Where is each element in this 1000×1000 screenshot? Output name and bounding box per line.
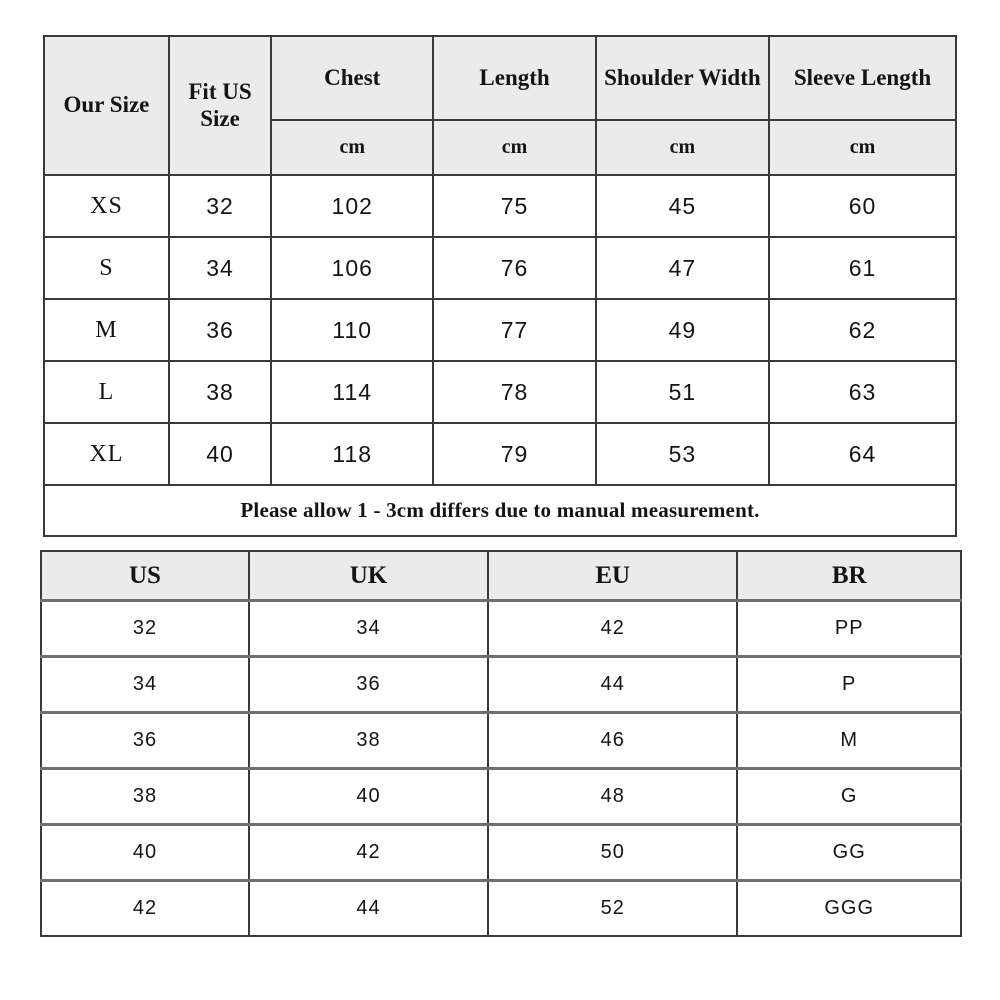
conversion-row	[41, 881, 961, 937]
conv-cell: 40	[41, 825, 249, 881]
size-table-header-row	[44, 36, 956, 120]
conv-cell: 36	[249, 657, 488, 713]
size-cell: 40	[169, 423, 271, 485]
size-cell: 53	[596, 423, 769, 485]
col-header-chest: Chest	[271, 36, 433, 120]
conv-cell: 34	[249, 601, 488, 657]
col-header-br: BR	[737, 551, 961, 601]
conv-cell: GG	[737, 825, 961, 881]
size-cell: 60	[769, 175, 956, 237]
conv-cell: 42	[488, 601, 737, 657]
size-cell: 62	[769, 299, 956, 361]
conv-cell: M	[737, 713, 961, 769]
size-cell: 38	[169, 361, 271, 423]
size-row-m	[44, 299, 956, 361]
conv-cell: 50	[488, 825, 737, 881]
size-cell: S	[44, 237, 169, 299]
size-cell: 63	[769, 361, 956, 423]
size-row-s	[44, 237, 956, 299]
unit-cm-chest: cm	[271, 120, 433, 175]
size-cell: 61	[769, 237, 956, 299]
size-row-xs	[44, 175, 956, 237]
size-cell: 64	[769, 423, 956, 485]
conv-cell: 32	[41, 601, 249, 657]
size-cell: 106	[271, 237, 433, 299]
size-cell: 76	[433, 237, 595, 299]
conv-cell: 42	[249, 825, 488, 881]
conversion-row	[41, 601, 961, 657]
size-cell: 32	[169, 175, 271, 237]
conv-cell: P	[737, 657, 961, 713]
col-header-uk: UK	[249, 551, 488, 601]
size-cell: 118	[271, 423, 433, 485]
conv-cell: 52	[488, 881, 737, 937]
conv-cell: 38	[41, 769, 249, 825]
col-header-fit-us-size: Fit US Size	[169, 36, 271, 175]
col-header-our-size: Our Size	[44, 36, 169, 175]
size-cell: 34	[169, 237, 271, 299]
conv-cell: 40	[249, 769, 488, 825]
col-header-shoulder-width: Shoulder Width	[596, 36, 769, 120]
size-row-xl	[44, 423, 956, 485]
unit-cm-shoulder-width: cm	[596, 120, 769, 175]
size-cell: 114	[271, 361, 433, 423]
col-header-sleeve-length: Sleeve Length	[769, 36, 956, 120]
conv-cell: 44	[488, 657, 737, 713]
size-conversion-table	[40, 550, 962, 937]
size-cell: L	[44, 361, 169, 423]
conversion-row	[41, 769, 961, 825]
col-header-length: Length	[433, 36, 595, 120]
size-measurement-table	[43, 35, 957, 537]
size-cell: 45	[596, 175, 769, 237]
size-cell: M	[44, 299, 169, 361]
conv-cell: 46	[488, 713, 737, 769]
unit-cm-sleeve-length: cm	[769, 120, 956, 175]
size-cell: 51	[596, 361, 769, 423]
conversion-row	[41, 713, 961, 769]
size-cell: 78	[433, 361, 595, 423]
size-cell: 36	[169, 299, 271, 361]
conv-cell: 36	[41, 713, 249, 769]
measurement-note: Please allow 1 - 3cm differs due to manual measurement.	[44, 485, 956, 536]
size-cell: 77	[433, 299, 595, 361]
col-header-eu: EU	[488, 551, 737, 601]
col-header-us: US	[41, 551, 249, 601]
conv-cell: 44	[249, 881, 488, 937]
conv-cell: 42	[41, 881, 249, 937]
size-cell: 102	[271, 175, 433, 237]
size-cell: 49	[596, 299, 769, 361]
conv-cell: PP	[737, 601, 961, 657]
conversion-row	[41, 657, 961, 713]
note-row	[44, 485, 956, 536]
size-cell: XS	[44, 175, 169, 237]
conversion-row	[41, 825, 961, 881]
size-cell: 79	[433, 423, 595, 485]
conv-cell: 38	[249, 713, 488, 769]
unit-cm-length: cm	[433, 120, 595, 175]
conv-cell: 48	[488, 769, 737, 825]
conv-cell: G	[737, 769, 961, 825]
size-cell: 75	[433, 175, 595, 237]
conv-cell: GGG	[737, 881, 961, 937]
conv-cell: 34	[41, 657, 249, 713]
size-cell: XL	[44, 423, 169, 485]
size-cell: 47	[596, 237, 769, 299]
size-row-l	[44, 361, 956, 423]
conversion-header-row	[41, 551, 961, 601]
size-cell: 110	[271, 299, 433, 361]
